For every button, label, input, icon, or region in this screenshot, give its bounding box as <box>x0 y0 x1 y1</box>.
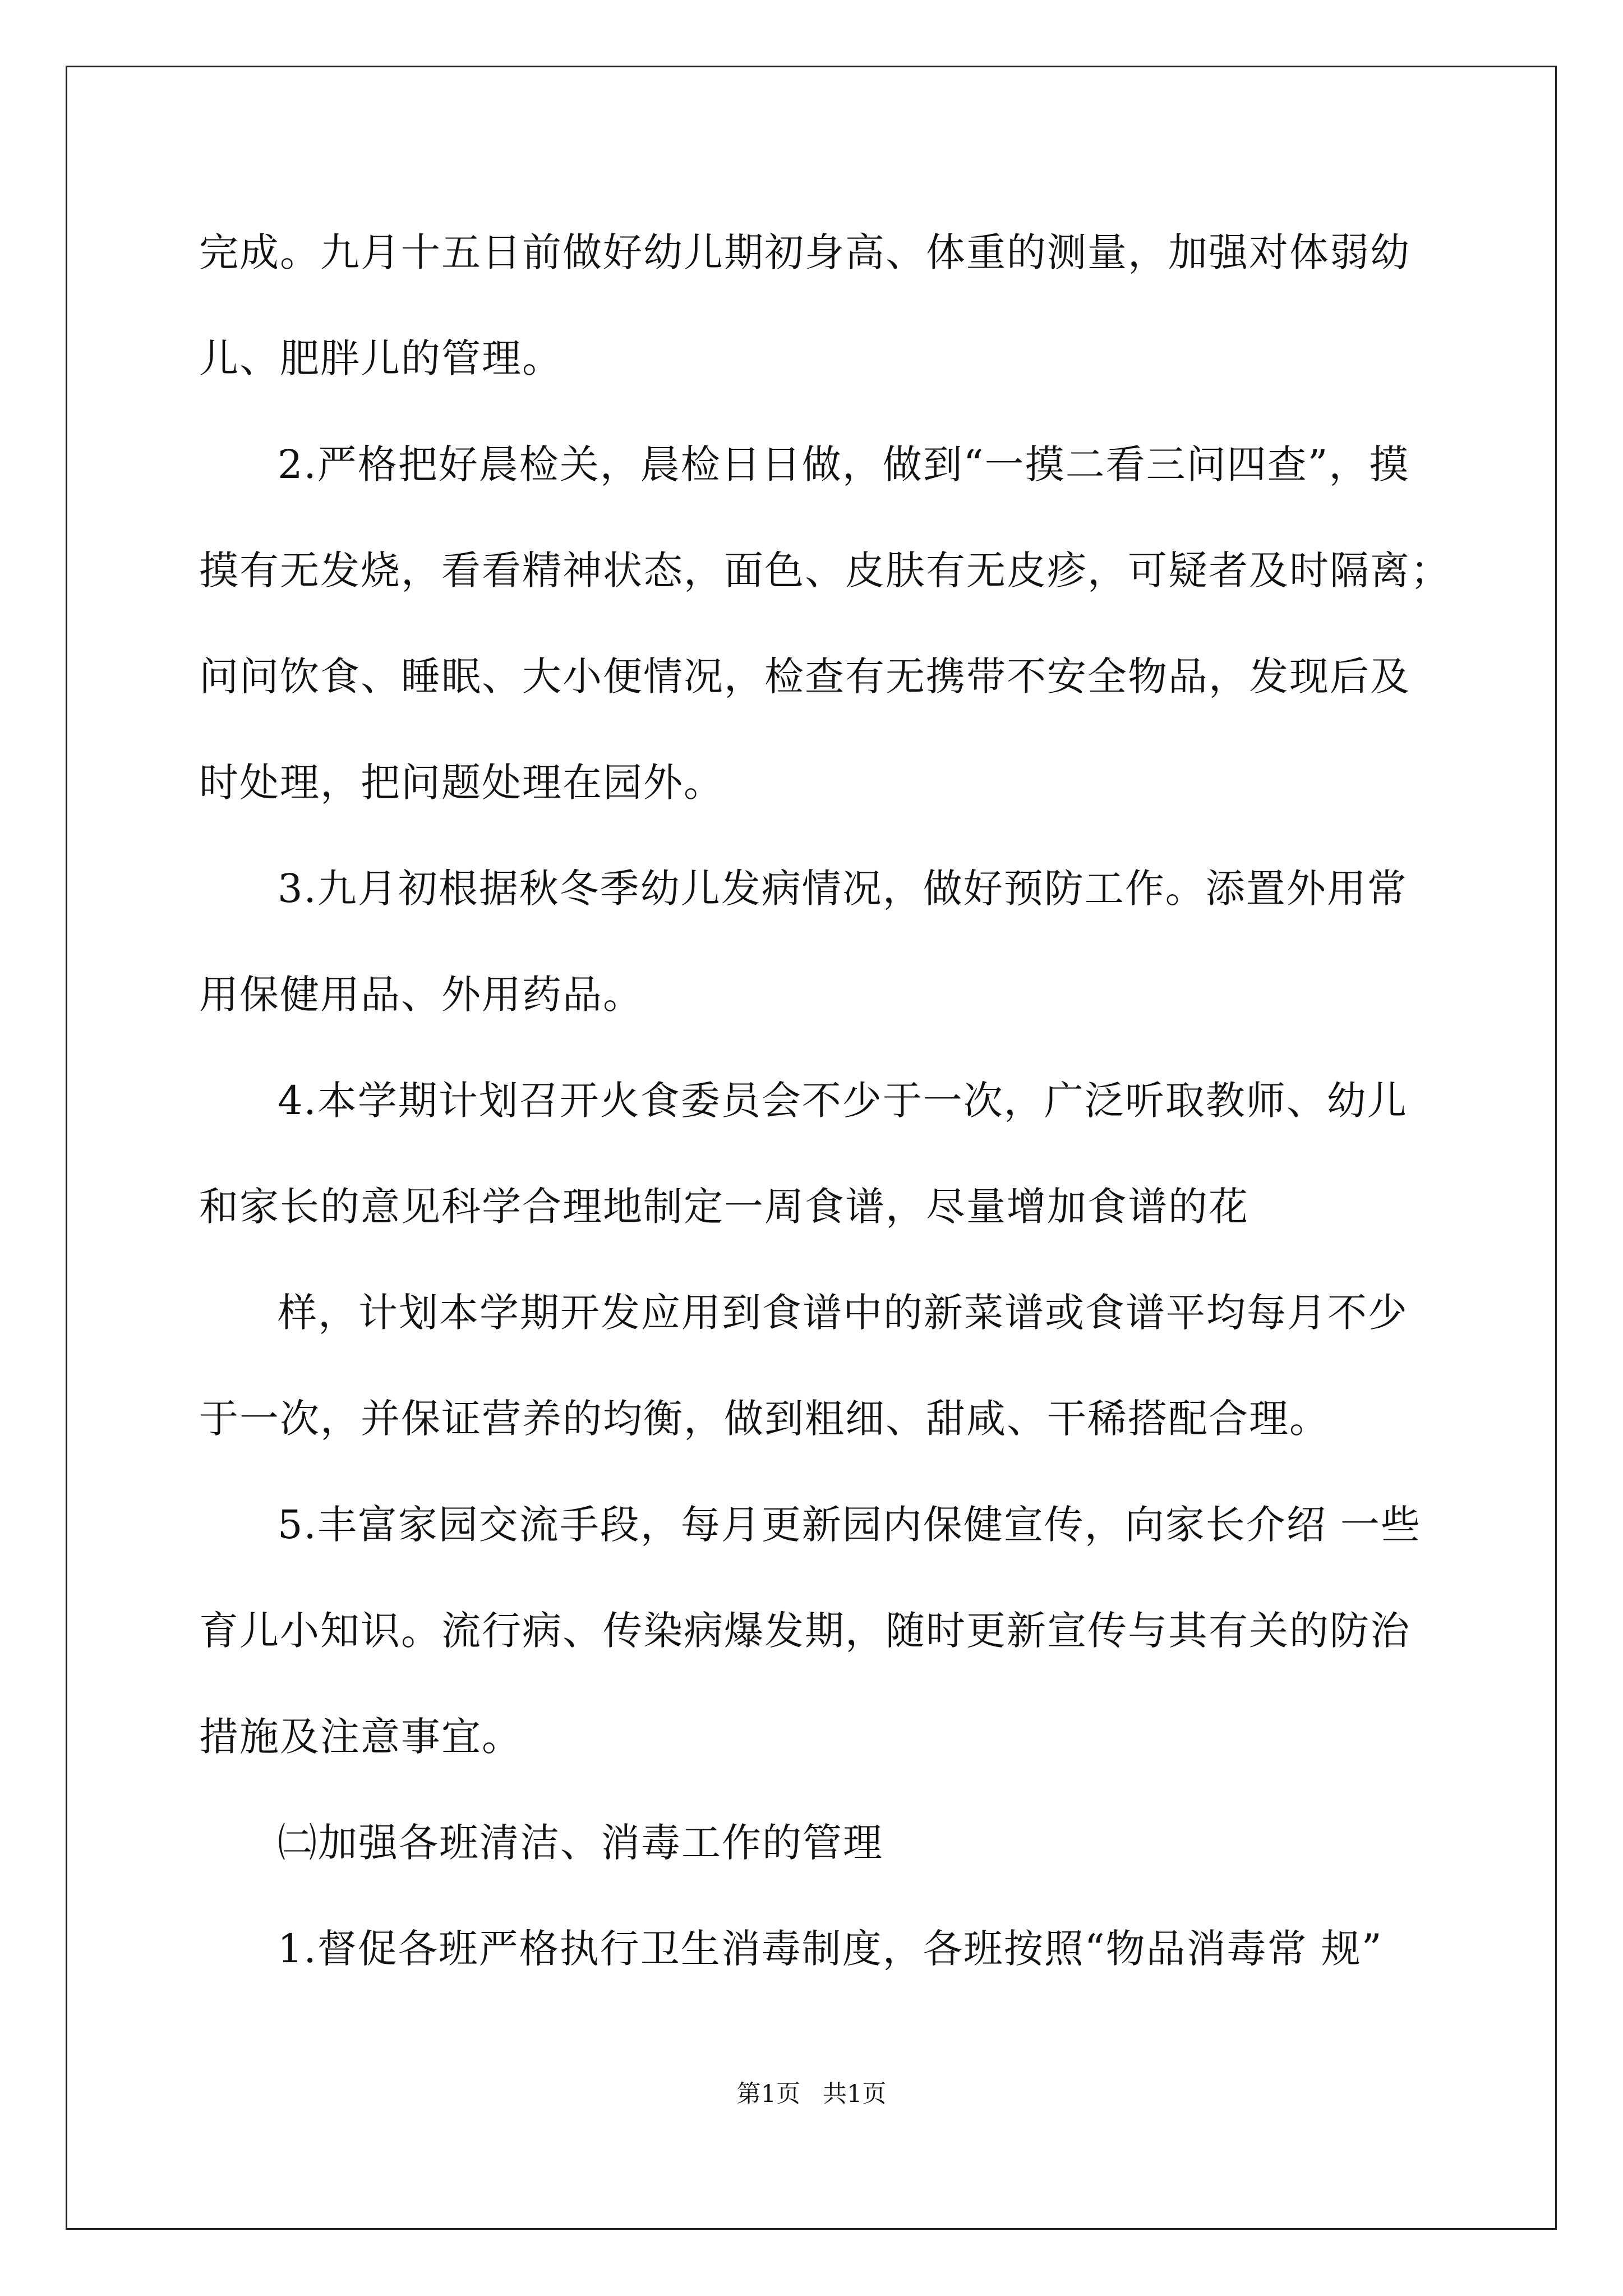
page-footer <box>0 2078 1623 2110</box>
text-line: 和家长的意见科学合理地制定一周食谱，尽量增加食谱的花 <box>199 1184 1249 1230</box>
page-number: 第1页 <box>736 2080 800 2108</box>
text-line: 完成。九月十五日前做好幼儿期初身高、体重的测量，加强对体弱幼 <box>199 229 1410 275</box>
section-heading: ㈡加强各班清洁、消毒工作的管理 <box>278 1820 883 1866</box>
text-line: 用保健用品、外用药品。 <box>199 972 643 1018</box>
text-line: 样，计划本学期开发应用到食谱中的新菜谱或食谱平均每月不少 <box>278 1290 1408 1336</box>
text-line: 1.督促各班严格执行卫生消毒制度，各班按照“物品消毒常 规” <box>278 1926 1383 1972</box>
text-line: 育儿小知识。流行病、传染病爆发期，随时更新宣传与其有关的防治 <box>199 1608 1410 1654</box>
page-total: 共1页 <box>823 2080 887 2108</box>
page-frame <box>66 66 1557 2230</box>
text-line: 时处理，把问题处理在园外。 <box>199 760 724 806</box>
text-line: 问问饮食、睡眠、大小便情况，检查有无携带不安全物品，发现后及 <box>199 654 1410 700</box>
text-line: 措施及注意事宜。 <box>199 1714 522 1760</box>
text-line: 5.丰富家园交流手段，每月更新园内保健宣传，向家长介绍 一些 <box>278 1502 1422 1548</box>
text-line: 4.本学期计划召开火食委员会不少于一次，广泛听取教师、幼儿 <box>278 1078 1408 1124</box>
text-line: 于一次，并保证营养的均衡，做到粗细、甜咸、干稀搭配合理。 <box>199 1396 1330 1442</box>
text-line: 儿、肥胖儿的管理。 <box>199 335 562 381</box>
text-line: 3.九月初根据秋冬季幼儿发病情况，做好预防工作。添置外用常 <box>278 866 1408 912</box>
text-line: 2.严格把好晨检关，晨检日日做，做到“一摸二看三问四查”，摸 <box>278 441 1410 487</box>
text-line: 摸有无发烧，看看精神状态，面色、皮肤有无皮疹，可疑者及时隔离； <box>199 547 1451 593</box>
